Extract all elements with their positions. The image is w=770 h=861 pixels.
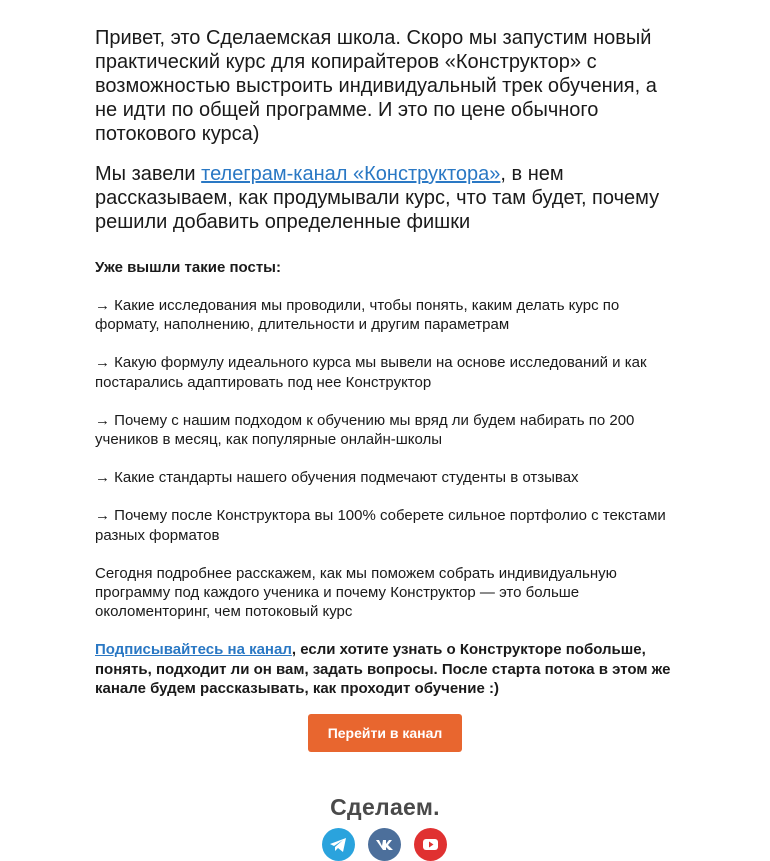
button-container (0, 714, 770, 752)
channel-text-after: , в нем рассказываем, как продумывали курс, что там будет, почему решили добавить определенные фишки (95, 163, 660, 233)
post-item: → Почему после Конструктора вы 100% соберете сильное портфолио с текстами разных форматов (95, 507, 666, 544)
subscribe-link[interactable]: Подписывайтесь на канал (95, 641, 292, 659)
today-text: Сегодня подробнее расскажем, как мы поможем собрать индивидуальную программу под каждого ученика и почему Конструктор — это больше околоменторинг, чем потоковый курс (95, 564, 617, 621)
social-links (322, 828, 448, 860)
post-item: → Какую формулу идеального курса мы вывели на основе исследований и как постарались адаптировать под нее Конструктор (95, 354, 647, 391)
vk-icon[interactable] (368, 828, 401, 861)
channel-text-before: Мы завели (95, 163, 202, 185)
subscribe-text: , если хотите узнать о Конструкторе побольше, понять, подходит ли он вам, задать вопросы. После старта потока в этом же канале будем рассказывать, как проходит обучение :) (95, 641, 671, 697)
post-item: → Какие исследования мы проводили, чтобы понять, каким делать курс по формату, наполнению, длительности и другим параметрам (95, 297, 620, 334)
footer-logo: Сделаем. (330, 794, 440, 820)
posts-heading: Уже вышли такие посты: (95, 259, 281, 276)
go-to-channel-button[interactable]: Перейти в канал (308, 714, 463, 752)
youtube-icon[interactable] (414, 828, 447, 861)
channel-link[interactable]: телеграм-канал «Конструктора» (201, 163, 501, 185)
post-item: → Почему с нашим подходом к обучению мы вряд ли будем набирать по 200 учеников в месяц, как популярные онлайн-школы (95, 411, 635, 449)
intro-text: Привет, это Сделаемская школа. Скоро мы запустим новый практический курс для копирайтеров «Конструктор» с возможностью выстроить индивидуальный трек обучения, а не идти по общей программе. И это по цене обычного потокового курса) (95, 27, 657, 145)
channel-paragraph (95, 162, 680, 234)
post-item: → Какие стандарты нашего обучения подмечают студенты в отзывах (95, 469, 579, 487)
email-body (95, 26, 680, 698)
telegram-icon[interactable] (322, 828, 355, 861)
subscribe-paragraph (95, 640, 680, 698)
